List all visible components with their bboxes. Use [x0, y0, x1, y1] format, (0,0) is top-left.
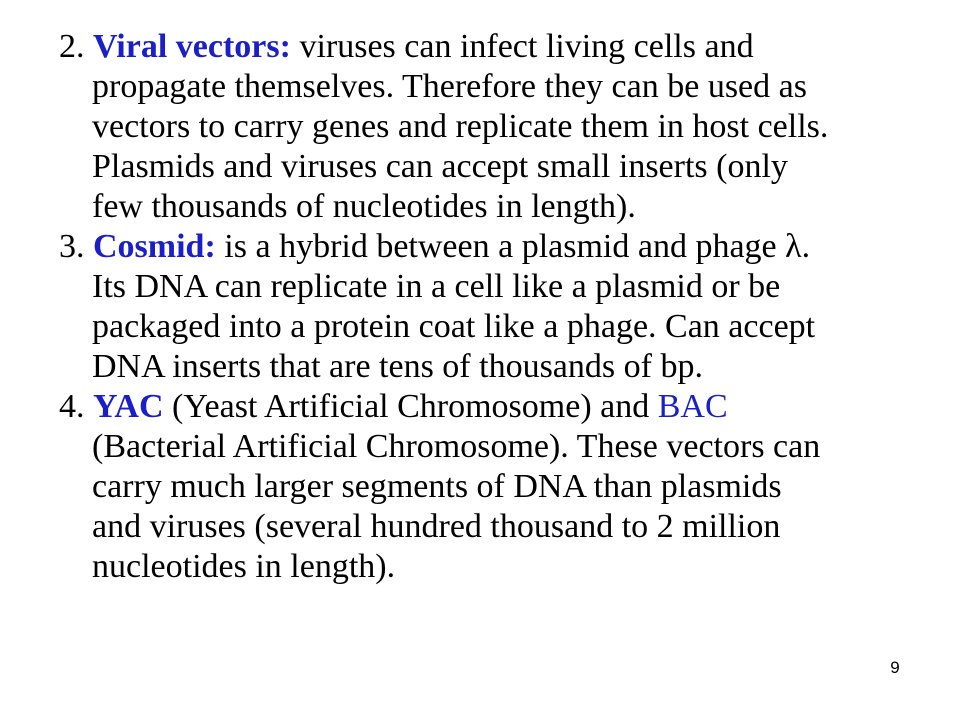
item-line: vectors to carry genes and replicate them in host cells. — [92, 108, 829, 145]
item-line: packaged into a protein coat like a phage. Can accept — [92, 308, 816, 345]
item-line: propagate themselves. Therefore they can be used as — [92, 68, 807, 105]
item-line: Plasmids and viruses can accept small inserts (only — [92, 148, 788, 185]
item-first-line — [59, 27, 939, 67]
item-line: viruses can infect living cells and — [299, 28, 754, 65]
item-term-secondary: BAC — [657, 388, 728, 425]
item-line: carry much larger segments of DNA than plasmids — [92, 468, 782, 505]
item-term: Viral vectors: — [93, 28, 291, 65]
item-first-line — [59, 387, 939, 427]
item-line: and viruses (several hundred thousand to 2 million — [92, 508, 781, 545]
item-term: YAC — [93, 388, 164, 425]
page-number: 9 — [890, 658, 900, 677]
item-number: 4. — [59, 388, 85, 425]
item-number: 2. — [59, 28, 85, 65]
item-note-plasmids — [92, 147, 932, 227]
item-line: DNA inserts that are tens of thousands of bp. — [92, 348, 703, 385]
item-first-line — [59, 227, 939, 267]
item-line: Its DNA can replicate in a cell like a plasmid or be — [92, 268, 781, 305]
item-cosmid — [59, 227, 939, 387]
item-number: 3. — [59, 228, 85, 265]
item-term-rest: (Yeast Artificial Chromosome) and — [172, 388, 650, 425]
item-viral-vectors — [59, 27, 939, 147]
item-line: (Bacterial Artificial Chromosome). These vectors can — [92, 428, 821, 465]
item-line: nucleotides in length). — [92, 548, 396, 585]
item-term: Cosmid: — [93, 228, 216, 265]
item-yac-bac — [59, 387, 939, 587]
item-line: few thousands of nucleotides in length). — [92, 188, 636, 225]
item-line: is a hybrid between a plasmid and phage λ. — [224, 228, 811, 265]
